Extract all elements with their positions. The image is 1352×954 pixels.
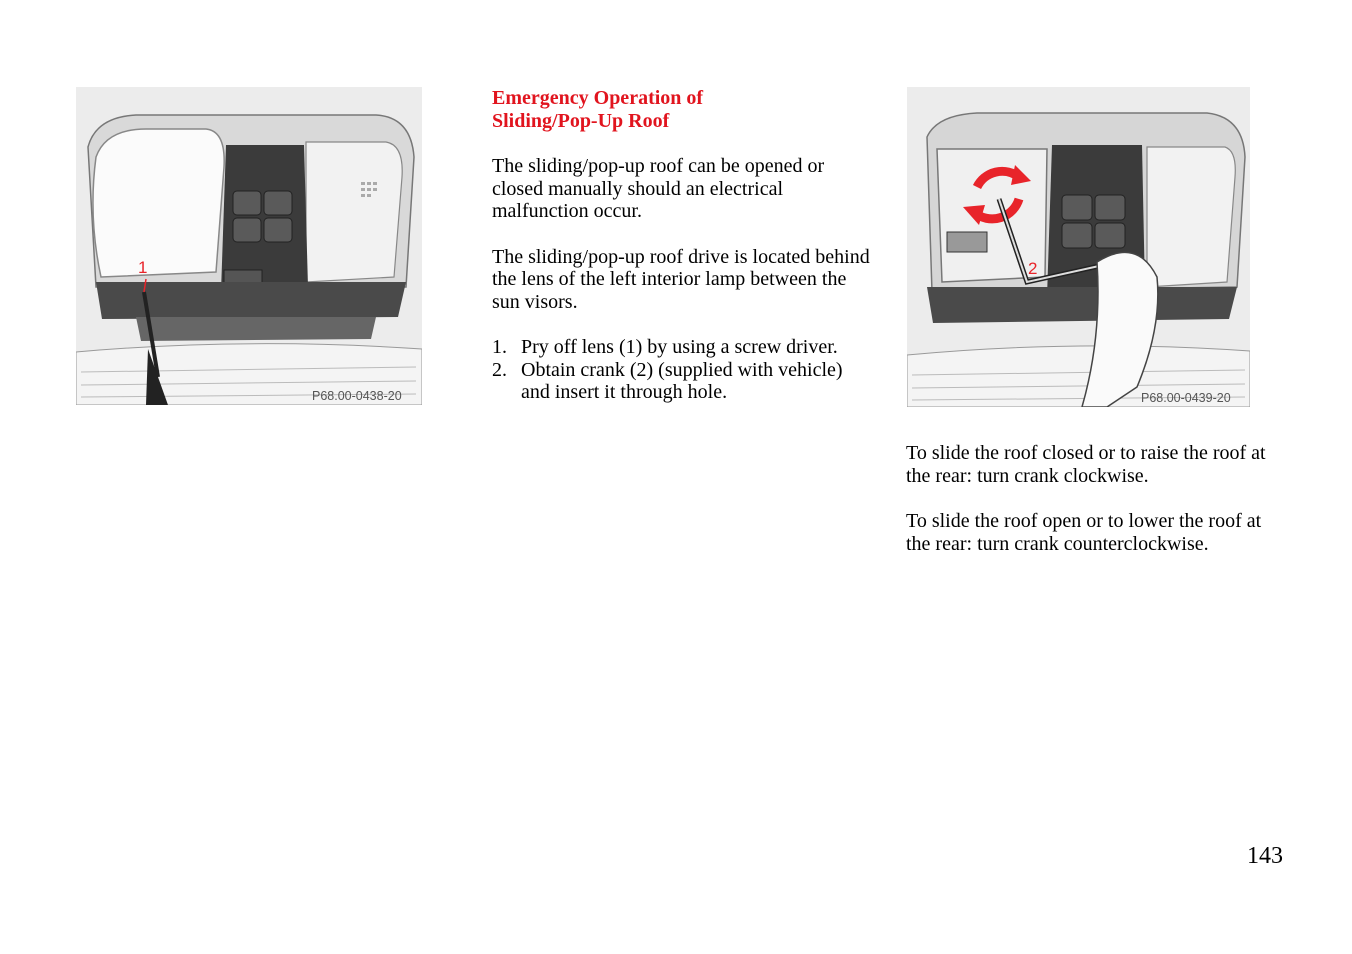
list-item <box>492 359 872 404</box>
figure-code: P68.00-0439-20 <box>1141 391 1231 405</box>
intro-paragraph: The sliding/pop-up roof can be opened or closed manually should an electrical malfunction occur. <box>492 155 825 222</box>
list-item <box>492 336 872 359</box>
figure-code: P68.00-0438-20 <box>312 389 402 403</box>
steps-list <box>492 336 872 404</box>
page-number: 143 <box>1247 843 1283 869</box>
heading-line-1: Emergency Operation of <box>492 87 704 109</box>
instructions-column <box>492 87 872 404</box>
section-heading <box>492 87 872 132</box>
callout-label: 2 <box>1028 259 1038 278</box>
clockwise-paragraph: To slide the roof closed or to raise the roof at the rear: turn crank clockwise. <box>906 442 1266 487</box>
step-text: Pry off lens (1) by using a screw driver. <box>521 336 838 358</box>
counterclockwise-paragraph: To slide the roof open or to lower the roof at the rear: turn crank counterclockwise. <box>906 510 1262 555</box>
step-text: Obtain crank (2) (supplied with vehicle) and insert it through hole. <box>521 358 843 403</box>
heading-line-2: Sliding/Pop-Up Roof <box>492 109 670 132</box>
illustration-lens-removal <box>76 87 422 405</box>
step-number: 1. <box>492 336 507 358</box>
step-number: 2. <box>492 358 507 381</box>
location-paragraph: The sliding/pop-up roof drive is located behind the lens of the left interior lamp between the sun visors. <box>492 245 870 313</box>
callout-label: 1 <box>138 258 148 277</box>
crank-direction-column <box>906 442 1266 578</box>
illustration-crank-insertion <box>907 87 1250 407</box>
